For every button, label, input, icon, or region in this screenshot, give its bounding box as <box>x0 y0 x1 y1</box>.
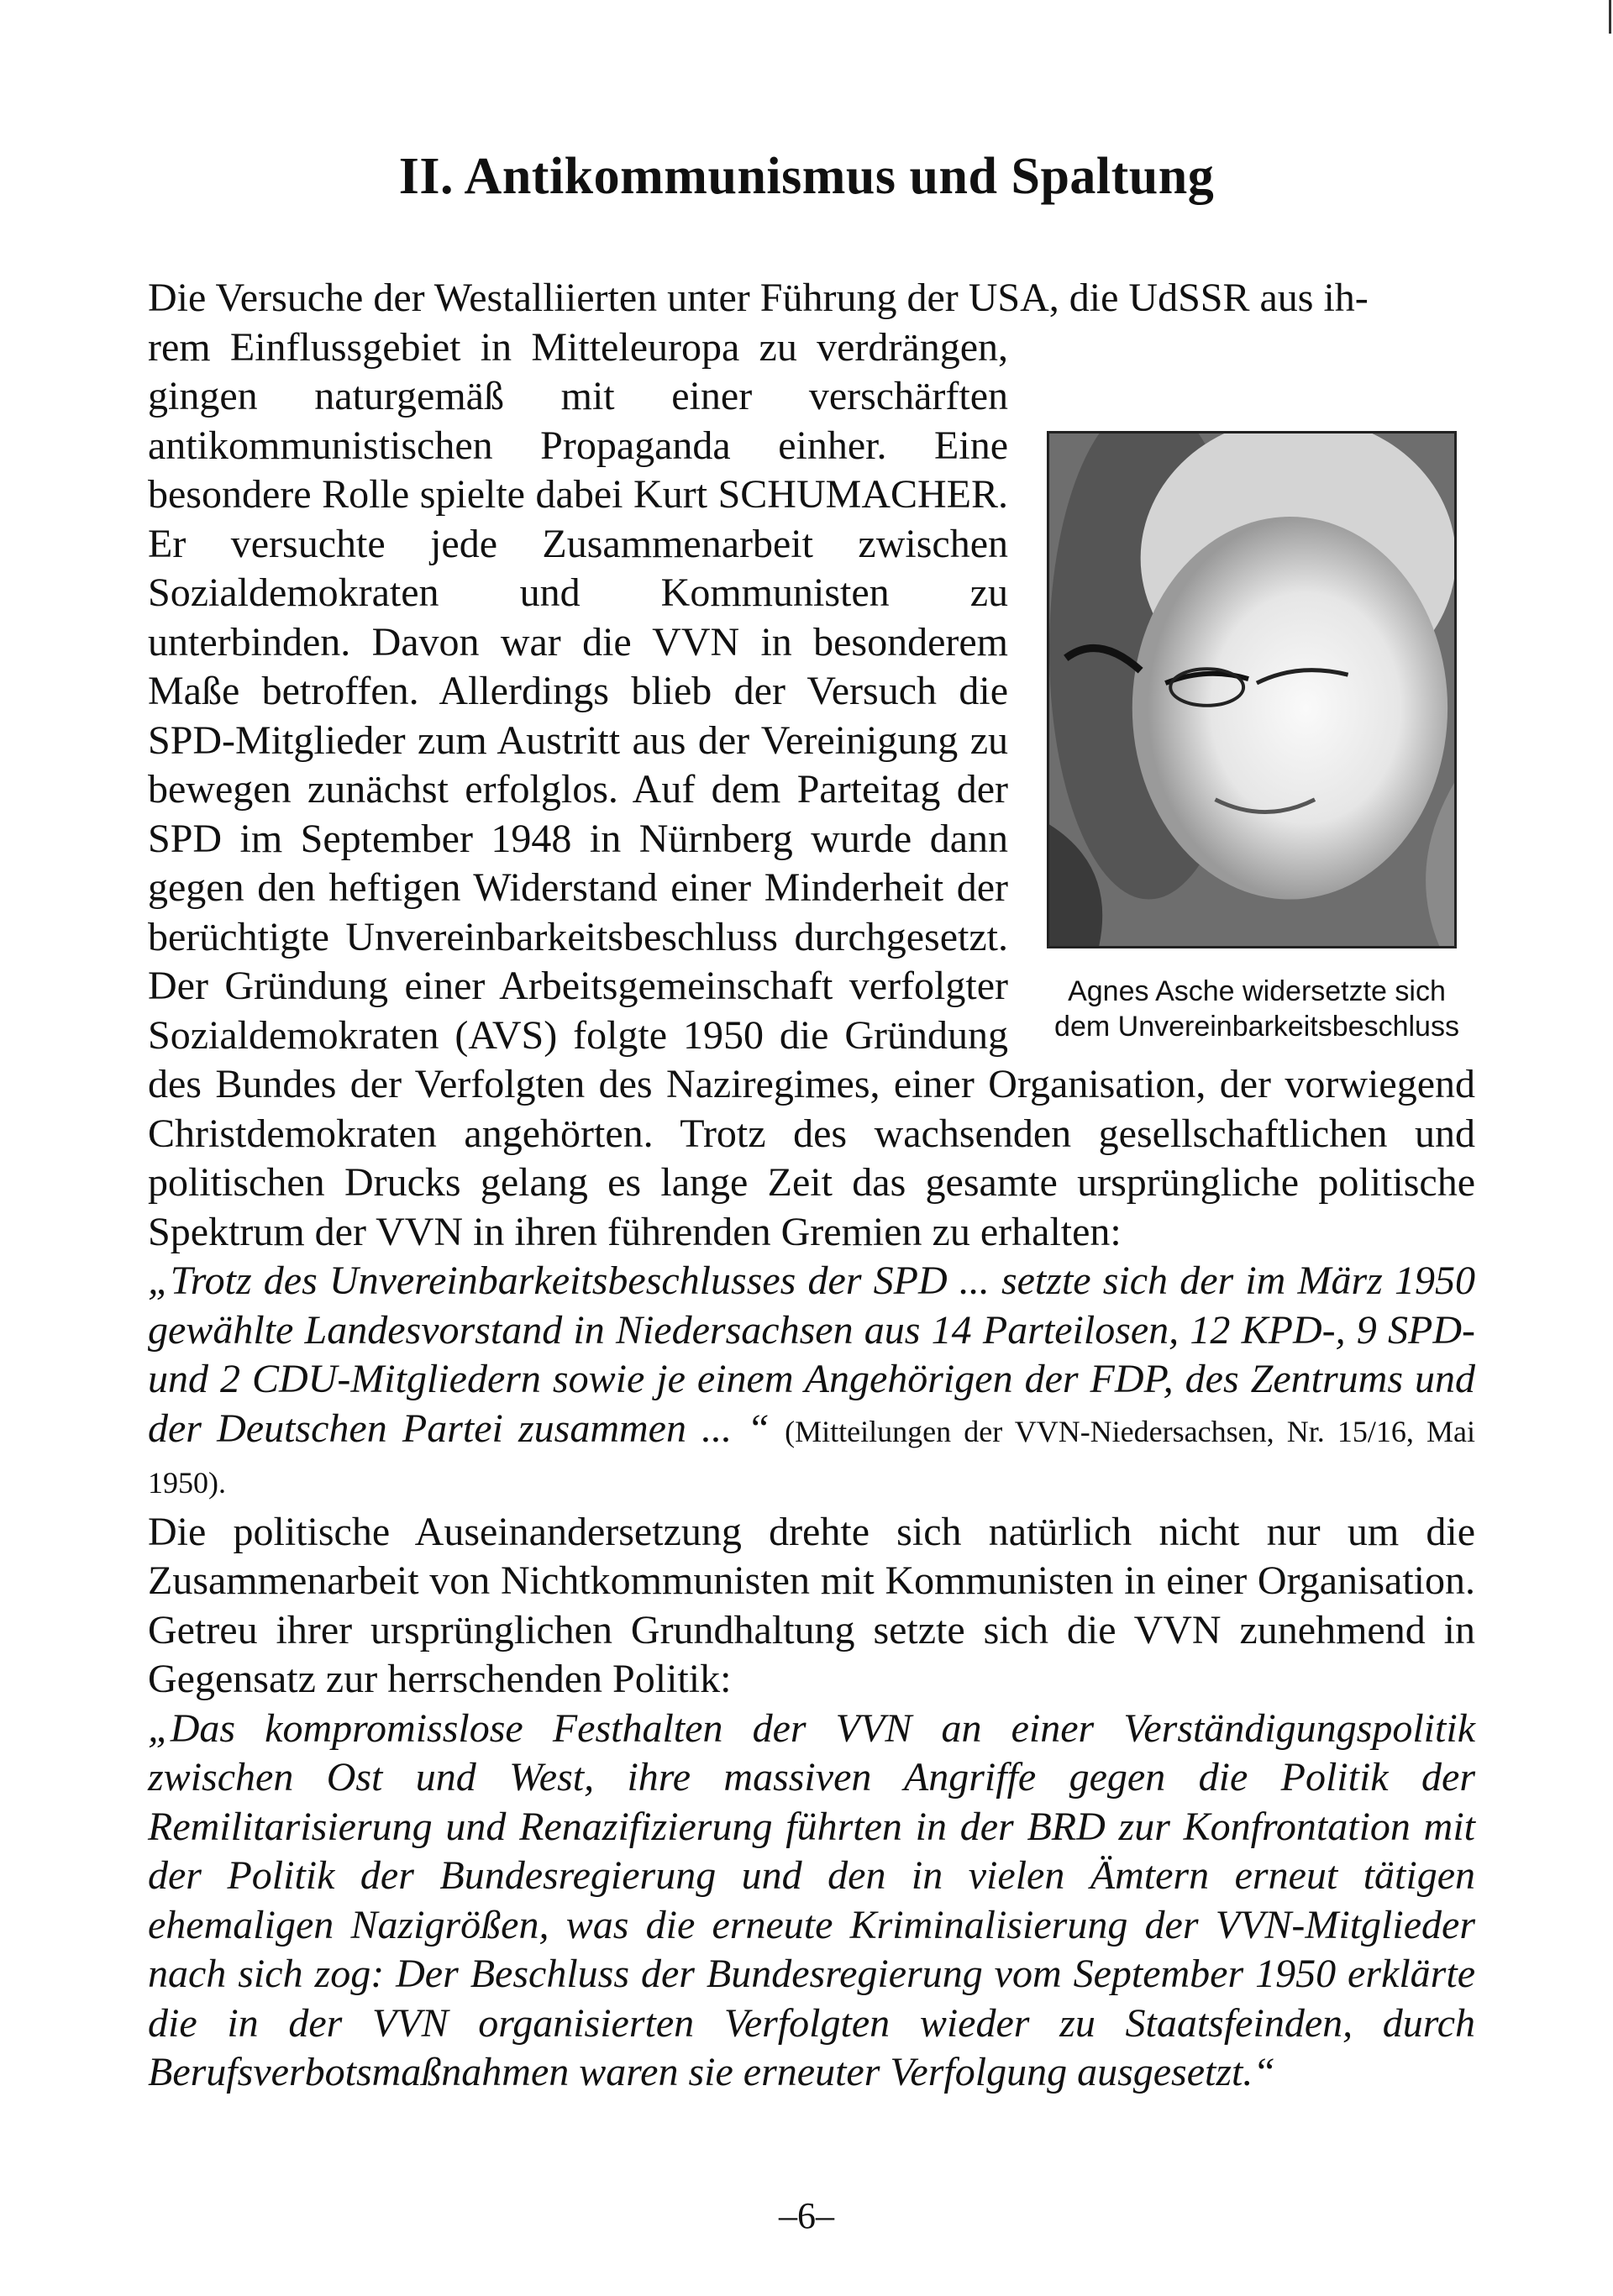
body-text <box>148 274 1475 2098</box>
photo-figure <box>1038 431 1475 1044</box>
quote-1-text: „Trotz des Unvereinbarkeitsbeschlusses der SPD ... setzte sich der im März 1950 gewählte Landesvorstand in Niedersachsen aus 14 Parteilosen, 12 KPD-, 9 SPD- und 2 CDU-Mitgliedern sowie je einem Angehörigen der FDP, des Zentrums und der Deutschen Partei zusammen ... “ <box>148 1258 1475 1451</box>
portrait-photo <box>1047 431 1457 948</box>
quote-2: „Das kompromisslose Festhalten der VVN an einer Verständigungspolitik zwischen Ost und West, ihre massiven Angriffe gegen die Politik der Remilitarisierung und Renazifizierung führten in der BRD zur Konfrontation mit der Politik der Bundesregierung und den in vielen Ämtern erneut tätigen ehemaligen Nazigrößen, was die erneute Kriminalisierung der VVN-Mitglieder nach sich zog: Der Beschluss der Bundesregierung vom September 1950 erklärte die in der VVN organisierten Verfolgten wieder zu Staatsfeinden, durch Berufsverbotsmaßnahmen waren sie erneuter Verfolgung ausgesetzt.“ <box>148 1705 1475 2094</box>
chapter-heading: II. Antikommunismus und Spaltung <box>398 148 1215 205</box>
quote-1-source: (Mitteilungen der VVN-Niedersachsen, Nr. 15/16, Mai 1950). <box>148 1414 1476 1500</box>
intro-line: Die Versuche der Westalliierten unter Führung der USA, die UdSSR aus ih- <box>148 276 1369 320</box>
quote-1 <box>148 1257 1475 1508</box>
portrait-photo-graphic <box>1049 433 1454 946</box>
paragraph-2: Die politische Auseinandersetzung drehte sich natürlich nicht nur um die Zusammenarbeit von Nichtkommunisten mit Kommunisten in einer Organisation. Getreu ihrer ursprünglichen Grundhaltung setzte sich die VVN zunehmend in Gegensatz zur herrschenden Politik: <box>148 1509 1475 1701</box>
scan-edge-mark <box>1609 0 1611 34</box>
page-number: –6– <box>779 2195 834 2236</box>
photo-caption: Agnes Asche widersetzte sich dem Unvereinbarkeitsbeschluss <box>1054 975 1459 1043</box>
paragraph-1: rem Einflussgebiet in Mitteleuropa zu verdrängen, gingen naturgemäß mit einer verschärften antikommunistischen Propaganda einher. Eine besondere Rolle spielte dabei Kurt SCHUMACHER. Er versuchte jede Zusammenarbeit zwischen Sozialdemokraten und Kommunisten zu unterbinden. Davon war die VVN in besonderem Maße betroffen. Allerdings blieb der Versuch die SPD-Mitglieder zum Austritt aus der Vereinigung zu bewegen zunächst erfolglos. Auf dem Parteitag der SPD im September 1948 in Nürnberg wurde dann gegen den heftigen Widerstand einer Minderheit der berüchtigte Unvereinbarkeitsbeschluss durchgesetzt. Der Gründung einer Arbeitsgemeinschaft verfolgter Sozialdemokraten (AVS) folgte 1950 die Gründung des Bundes der Verfolgten des Naziregimes, einer Organisation, der vorwiegend Christdemokraten angehörten. Trotz des wachsenden gesellschaftlichen und politischen Drucks gelang es lange Zeit das gesamte ursprüngliche politische Spektrum der VVN in ihren führenden Gremien zu erhalten: <box>148 324 1475 1254</box>
